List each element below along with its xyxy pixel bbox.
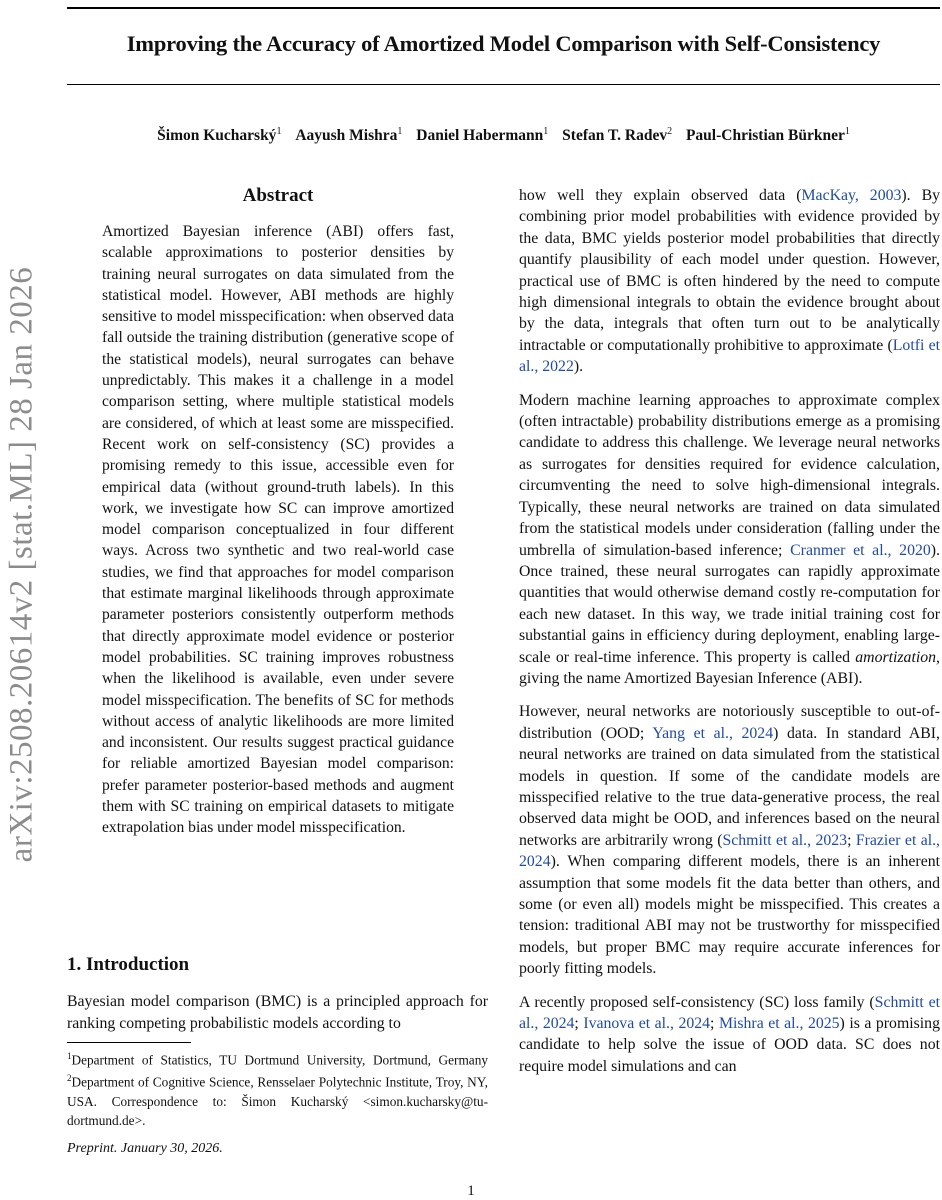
citation-link[interactable]: MacKay, 2003 [801, 187, 902, 204]
author [686, 127, 850, 144]
body-text: ) data. In standard ABI, neural networks are trained on data simulated from the statistical models in question. If some of the candidate models are misspecified relative to the true data-generative process, the real observed data might be OOD, and inferences based on the neural networks are arbitrarily wrong ( [519, 724, 940, 849]
citation-link[interactable]: Schmitt et al., 2023 [722, 831, 848, 849]
affiliation-footnote [67, 1047, 488, 1130]
author-affiliation: 1 [276, 126, 282, 137]
title-top-rule [67, 7, 940, 9]
paper-title: Improving the Accuracy of Amortized Model Comparison with Self-Consistency [126, 31, 881, 56]
body-text: ) is a promising candidate to help solve the issue of OOD data. SC does not require model simulations and can [519, 1015, 940, 1075]
footnote-affiliation-2: Department of Cognitive Science, Rensselaer Polytechnic Institute, Troy, NY, USA. Correspondence to: Šimon Kucharský <simon.kucharsky@tu-dortmund.de>. [67, 1074, 488, 1128]
abstract-heading: Abstract [242, 185, 314, 206]
author-affiliation: 2 [667, 126, 673, 137]
body-text: how well they explain observed data ( [519, 187, 802, 204]
citation-link[interactable]: Schmitt et al., 2024 [519, 993, 941, 1033]
body-paragraph [519, 992, 940, 1078]
body-paragraph [519, 701, 940, 979]
author-affiliation: 1 [543, 126, 549, 137]
footnote-affiliation-1: Department of Statistics, TU Dortmund University, Dortmund, Germany [71, 1052, 488, 1068]
body-paragraph [519, 390, 940, 690]
citation-link[interactable]: Yang et al., 2024 [652, 724, 774, 742]
author-list [67, 126, 940, 145]
footnote-marker: 2 [67, 1073, 72, 1084]
citation-link[interactable]: Cranmer et al., 2020 [790, 541, 931, 559]
emphasized-term: amortization [855, 648, 937, 666]
citation-link[interactable]: Mishra et al., 2025 [718, 1015, 840, 1033]
author-name: Aayush Mishra [295, 127, 398, 145]
author [562, 127, 672, 144]
author-affiliation: 1 [844, 126, 850, 137]
author [416, 127, 548, 144]
right-column [519, 185, 940, 1089]
abstract-text: Amortized Bayesian inference (ABI) offers fast, scalable approximations to posterior densities by training neural surrogates on data simulated from the statistical model. However, ABI methods are highly sensitive to model misspecification: when observed data fall outside the training distribution (generative scope of the statistical models), neural surrogates can behave unpredictably. This makes it a challenge in a model comparison setting, where multiple statistical models are considered, of which at least some are misspecified. Recent work on self-consistency (SC) provides a promising remedy to this issue, accessible even for empirical data (without ground-truth labels). In this work, we investigate how SC can improve amortized model comparison conceptualized in four different ways. Across two synthetic and two real-world case studies, we find that approaches for model comparison that estimate marginal likelihoods through approximate parameter posteriors consistently outperform methods that directly approximate model evidence or posterior model probabilities. SC training improves robustness when the likelihood is available, even under severe model misspecification. The benefits of SC for methods without access of analytic likelihoods are more limited and inconsistent. Our results suggest practical guidance for reliable amortized Bayesian model comparison: prefer parameter posterior-based methods and augment them with SC training on empirical datasets to mitigate extrapolation bias under model misspecification. [102, 223, 454, 837]
arxiv-identifier: arXiv:2508.20614v2 [stat.ML] 28 Jan 2026 [3, 266, 40, 863]
body-text: ; [574, 1015, 584, 1033]
citation-link[interactable]: Ivanova et al., 2024 [583, 1015, 711, 1033]
body-text: ). When comparing different models, there is an inherent assumption that some models fit the data better than others, and some (or even all) models might be misspecified. This creates a tension: traditional ABI may not be trustworthy for misspecified models, but proper BMC may require accurate inferences for poorly fitting models. [519, 853, 940, 978]
body-text: ). [573, 358, 584, 376]
body-text: ). By combining prior model probabilities with evidence provided by the data, BMC yields posterior model probabilities that directly quantify plausibility of each model under question. However, practical use of BMC is often hindered by the need to compute high dimensional integrals to obtain the evidence brought about by the data, integrals that often turn out to be analytically intractable or computationally prohibitive to approximate ( [519, 187, 941, 354]
body-text: However, neural networks are notoriously susceptible to out-of-distribution (OOD; [519, 703, 940, 742]
author-name: Stefan T. Radev [562, 127, 668, 145]
body-text: A recently proposed self-consistency (SC) loss family ( [519, 993, 875, 1011]
author-name: Daniel Habermann [416, 127, 544, 145]
body-text: , giving the name Amortized Bayesian Inference (ABI). [519, 648, 940, 687]
introduction-paragraph: Bayesian model comparison (BMC) is a principled approach for ranking competing probabilistic models according to [67, 993, 488, 1032]
author-name: Paul-Christian Bürkner [685, 127, 845, 145]
title-bottom-rule [67, 84, 940, 85]
citation-link[interactable]: Frazier et al., 2024 [519, 831, 941, 871]
author [157, 127, 281, 144]
body-text: Modern machine learning approaches to approximate complex (often intractable) probability distributions emerge as a promising candidate to address this challenge. We leverage neural networks as surrogates for densities required for evidence calculation, circumventing the need to solve high-dimensional integrals. Typically, these neural networks are trained on data simulated from the statistical models under consideration (falling under the umbrella of simulation-based inference; [519, 391, 940, 559]
body-text: ; [710, 1015, 719, 1033]
page-number: 1 [467, 1183, 475, 1199]
section-heading-introduction: 1. Introduction [67, 954, 190, 975]
preprint-date: Preprint. January 30, 2026. [67, 1141, 223, 1156]
body-paragraph [519, 185, 940, 378]
author-name: Šimon Kucharský [157, 127, 277, 145]
footnote-rule [67, 1042, 191, 1043]
footnote-marker: 1 [67, 1051, 72, 1061]
author [295, 127, 402, 144]
citation-link[interactable]: Lotfi et al., 2022 [519, 336, 940, 376]
body-text: ; [847, 831, 856, 849]
author-affiliation: 1 [397, 126, 403, 137]
body-text: ). Once trained, these neural surrogates can rapidly approximate quantities that would otherwise demand costly re-computation for each new dataset. In this way, we trade initial training cost for substantial gains in efficiency during deployment, enabling large-scale or real-time inference. This property is called [519, 541, 940, 666]
